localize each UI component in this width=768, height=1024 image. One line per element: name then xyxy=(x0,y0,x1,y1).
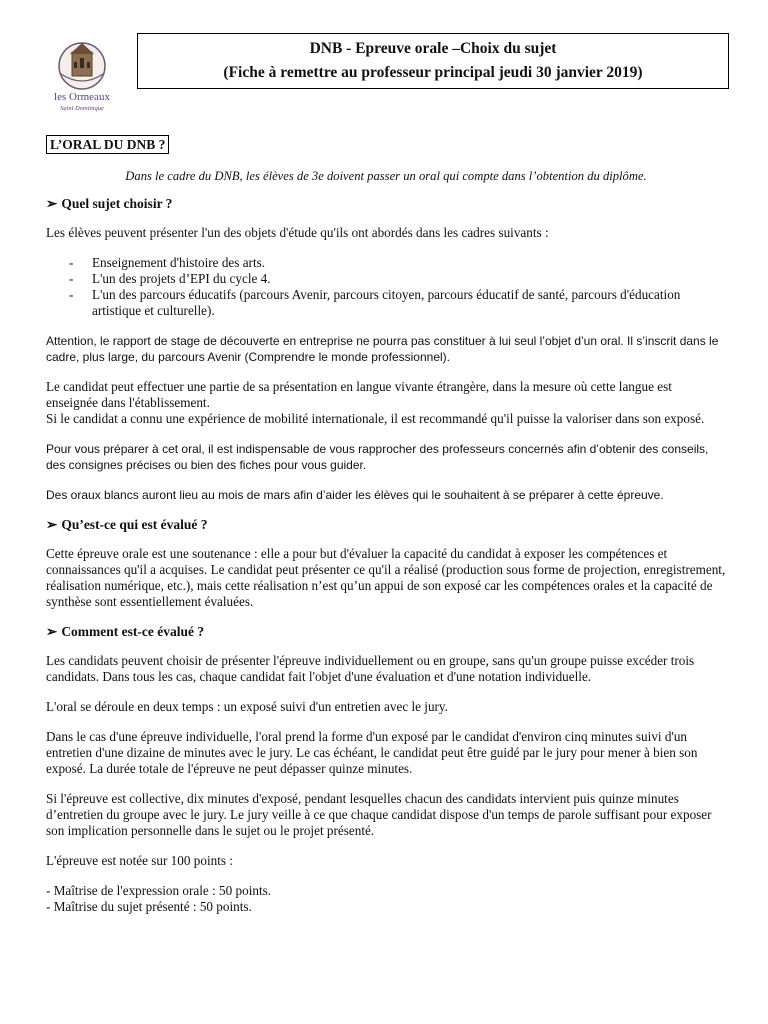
paragraph-attention: Attention, le rapport de stage de découverte en entreprise ne pourra pas constituer à lui seul l’objet d’un oral. Il s’inscrit dans le cadre, plus large, du parcours Avenir (Comprendre le monde professionnel). xyxy=(46,334,719,364)
logo-name: les Ormeaux xyxy=(54,91,110,103)
document-subtitle: (Fiche à remettre au professeur principal jeudi 30 janvier 2019) xyxy=(223,64,643,81)
options-list xyxy=(46,255,726,319)
arrow-icon: ➢ xyxy=(46,196,58,211)
document-body xyxy=(46,168,726,915)
logo-subtitle: Saint Dominique xyxy=(60,105,104,112)
heading-label: Comment est-ce évalué ? xyxy=(61,624,205,639)
heading-comment xyxy=(46,624,726,640)
arrow-icon: ➢ xyxy=(46,624,58,639)
list-item: - L'un des projets d’EPI du cycle 4. xyxy=(46,271,726,287)
paragraph: Les élèves peuvent présenter l'un des objets d'étude qu'ils ont abordés dans les cadres suivants : xyxy=(46,225,549,240)
paragraph: Le candidat peut effectuer une partie de sa présentation en langue vivante étrangère, dans la mesure où cette langue est enseignée dans l'établissement. xyxy=(46,379,672,410)
paragraph: Si le candidat a connu une expérience de mobilité internationale, il est recommandé qu'il puisse la valoriser dans son exposé. xyxy=(46,411,705,426)
heading-label: Qu’est-ce qui est évalué ? xyxy=(61,517,208,532)
paragraph: L'épreuve est notée sur 100 points : xyxy=(46,853,233,868)
heading-quel-sujet xyxy=(46,196,726,212)
paragraph: Cette épreuve orale est une soutenance : elle a pour but d'évaluer la capacité du candidat à exposer les compétences et connaissances qu'il a acquises. Le candidat peut présenter ce qu'il a réalisé (production sous forme de projection, enregistrement, réalisation numérique, etc.), mais cette réalisation n’est qu’un appui de son exposé car les compétences orales et la capacité de synthèse sont essentiellement évaluées. xyxy=(46,546,726,609)
school-logo xyxy=(44,40,120,116)
arrow-icon: ➢ xyxy=(46,517,58,532)
scoring-list xyxy=(46,883,726,915)
scoring-item: - Maîtrise du sujet présenté : 50 points. xyxy=(46,899,252,914)
document-header xyxy=(137,33,729,89)
heading-label: Quel sujet choisir ? xyxy=(61,196,173,211)
list-item: - L'un des parcours éducatifs (parcours Avenir, parcours citoyen, parcours éducatif de santé, parcours d'éducation artistique et culturelle). xyxy=(46,287,726,319)
paragraph: Des oraux blancs auront lieu au mois de mars afin d’aider les élèves qui le souhaitent à se préparer à cette épreuve. xyxy=(46,488,664,502)
document-title: DNB - Epreuve orale –Choix du sujet xyxy=(309,40,557,57)
paragraph: L'oral se déroule en deux temps : un exposé suivi d'un entretien avec le jury. xyxy=(46,699,448,714)
scoring-item: - Maîtrise de l'expression orale : 50 points. xyxy=(46,883,272,898)
paragraph: Dans le cas d'une épreuve individuelle, l'oral prend la forme d'un exposé par le candidat d'environ cinq minutes suivi d'un entretien d'une dizaine de minutes avec le jury. Le cas échéant, le candidat peut être guidé par le jury pour mener à bien son exposé. La durée totale de l'épreuve ne peut dépasser quinze minutes. xyxy=(46,729,698,776)
paragraph: Si l'épreuve est collective, dix minutes d'exposé, pendant lesquelles chacun des candidats intervient puis quinze minutes d’entretien du groupe avec le jury. Le jury veille à ce que chaque candidat dispose d'un temps de parole suffisant pour exposer son implication personnelle dans le sujet ou le projet présenté. xyxy=(46,791,712,838)
section-title: L’ORAL DU DNB ? xyxy=(46,135,169,154)
intro-text: Dans le cadre du DNB, les élèves de 3e doivent passer un oral qui compte dans l’obtention du diplôme. xyxy=(125,169,647,183)
school-crest-icon xyxy=(44,40,120,116)
heading-evalue xyxy=(46,517,726,533)
list-item: - Enseignement d'histoire des arts. xyxy=(46,255,726,271)
paragraph: Les candidats peuvent choisir de présenter l'épreuve individuellement ou en groupe, sans qu'un groupe puisse excéder trois candidats. Dans tous les cas, chaque candidat fait l'objet d'une évaluation et d'une notation individuelle. xyxy=(46,653,695,684)
paragraph: Pour vous préparer à cet oral, il est indispensable de vous rapprocher des professeurs concernés afin d’obtenir des conseils, des consignes précises ou bien des fiches pour vous guider. xyxy=(46,442,709,472)
